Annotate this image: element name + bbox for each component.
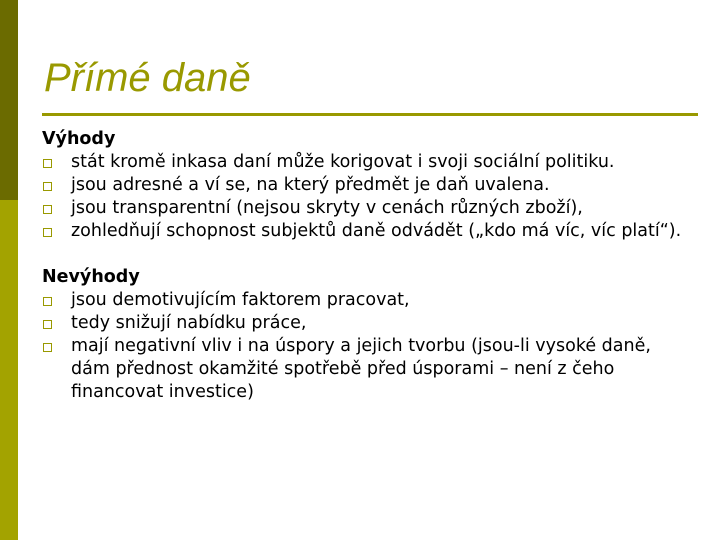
sidebar-decoration-top <box>0 0 18 200</box>
list-item <box>42 197 682 220</box>
square-bullet-icon <box>43 205 52 214</box>
list-item <box>42 220 682 243</box>
sidebar-decoration-bottom <box>0 200 18 540</box>
section-spacer <box>42 243 682 266</box>
square-bullet-icon <box>43 297 52 306</box>
list-item-text: jsou demotivujícím faktorem pracovat, <box>71 290 410 310</box>
square-bullet-icon <box>43 343 52 352</box>
title-underline <box>42 113 698 116</box>
slide-content <box>42 128 682 404</box>
list-item-text: jsou adresné a ví se, na který předmět je daň uvalena. <box>71 175 550 195</box>
list-item <box>42 289 682 312</box>
list-item <box>42 312 682 335</box>
square-bullet-icon <box>43 159 52 168</box>
list-item <box>42 174 682 197</box>
advantages-list <box>42 151 682 243</box>
square-bullet-icon <box>43 182 52 191</box>
section-heading-advantages: Výhody <box>42 129 116 149</box>
square-bullet-icon <box>43 320 52 329</box>
list-item-text: jsou transparentní (nejsou skryty v cenách různých zboží), <box>71 198 583 218</box>
disadvantages-list <box>42 289 682 404</box>
list-item-text: tedy snižují nabídku práce, <box>71 313 307 333</box>
list-item <box>42 335 682 404</box>
list-item-text: zohledňují schopnost subjektů daně odvádět („kdo má víc, víc platí“). <box>71 221 682 241</box>
square-bullet-icon <box>43 228 52 237</box>
list-item-text: stát kromě inkasa daní může korigovat i svoji sociální politiku. <box>71 152 615 172</box>
section-heading-disadvantages: Nevýhody <box>42 267 140 287</box>
slide-title: Přímé daně <box>44 56 251 100</box>
list-item <box>42 151 682 174</box>
list-item-text: mají negativní vliv i na úspory a jejich tvorbu (jsou-li vysoké daně, dám přednost okamžité spotřebě před úsporami – není z čeho financovat investice) <box>71 336 651 402</box>
